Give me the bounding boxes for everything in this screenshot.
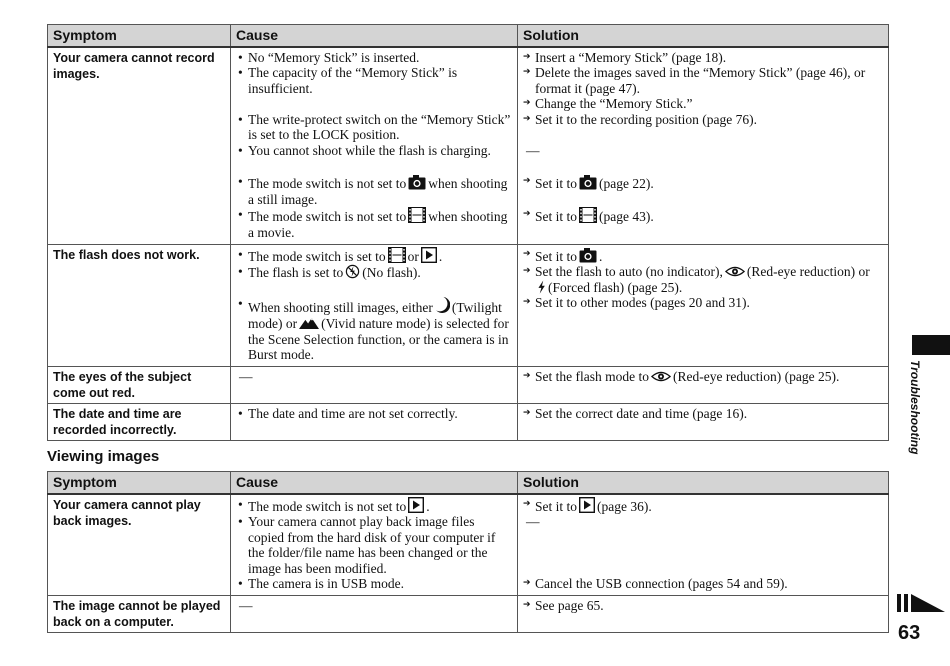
vivid-nature-mode-icon <box>299 317 319 330</box>
table-row <box>48 596 889 633</box>
movie-mode-icon <box>579 207 597 223</box>
table-header-row <box>48 472 889 494</box>
solution-item: — <box>526 143 540 159</box>
cause-item: • You cannot shoot while the flash is charging. <box>235 143 513 159</box>
solution-item: ➔ Insert a “Memory Stick” (page 18). <box>522 50 884 66</box>
solution-item: ➔ Set it to the recording position (page 76). <box>522 112 884 128</box>
twilight-mode-icon <box>435 296 450 314</box>
cause-cell <box>231 403 518 440</box>
cause-item: • The mode switch is not set to . <box>235 497 513 515</box>
symptom-cell: The eyes of the subject come out red. <box>48 366 231 403</box>
solution-item: ➔ Set it to (page 22). <box>522 174 884 192</box>
section-tab-marker <box>912 335 950 355</box>
solution-column-header: Solution <box>518 472 889 494</box>
symptom-cell: Your camera cannot play back images. <box>48 494 231 596</box>
symptom-cell: The flash does not work. <box>48 244 231 366</box>
solution-item: ➔ Set the flash to auto (no indicator), (Red-eye reduction) or (Forced flash) (page 25). <box>522 264 884 295</box>
viewing-troubleshooting-table <box>47 471 889 633</box>
solution-cell <box>518 47 889 245</box>
solution-column-header: Solution <box>518 25 889 47</box>
cause-item: • The write-protect switch on the “Memory Stick” is set to the LOCK position. <box>235 112 513 143</box>
solution-cell <box>518 366 889 403</box>
cause-item: • The mode switch is not set to when shooting a movie. <box>235 207 513 240</box>
page-number: 63 <box>898 622 921 644</box>
continued-arrow-icon <box>897 592 945 614</box>
table-row <box>48 244 889 366</box>
solution-cell <box>518 596 889 633</box>
symptom-cell: Your camera cannot record images. <box>48 47 231 245</box>
solution-cell <box>518 403 889 440</box>
table-row <box>48 403 889 440</box>
camera-mode-icon <box>408 174 426 190</box>
movie-mode-icon <box>388 247 406 263</box>
red-eye-reduction-icon <box>651 370 671 383</box>
no-flash-icon <box>345 264 360 279</box>
solution-item: ➔ Change the “Memory Stick.” <box>522 96 884 112</box>
cause-item: • The date and time are not set correctly. <box>235 406 513 422</box>
cause-column-header: Cause <box>231 472 518 494</box>
solution-item: ➔ Set the correct date and time (page 16). <box>522 406 884 422</box>
camera-mode-icon <box>579 174 597 190</box>
solution-item: ➔ Delete the images saved in the “Memory Stick” (page 46), or format it (page 47). <box>522 65 884 96</box>
cause-item: • The mode switch is not set to when shooting a still image. <box>235 174 513 207</box>
side-section-label: Troubleshooting <box>908 360 922 455</box>
cause-item: • Your camera cannot play back image files copied from the hard disk of your computer if the folder/file name has been changed or the image has been modified. <box>235 514 513 576</box>
table-header-row <box>48 25 889 47</box>
symptom-column-header: Symptom <box>48 25 231 47</box>
forced-flash-icon <box>537 280 546 294</box>
solution-cell <box>518 244 889 366</box>
solution-item: ➔ Set it to . <box>522 247 884 265</box>
cause-item: • The flash is set to (No flash). <box>235 264 513 281</box>
playback-icon <box>408 497 424 513</box>
solution-item: ➔ Set it to other modes (pages 20 and 31). <box>522 295 884 311</box>
recording-troubleshooting-table <box>47 24 889 441</box>
movie-mode-icon <box>408 207 426 223</box>
solution-cell <box>518 494 889 596</box>
cause-cell <box>231 494 518 596</box>
playback-icon <box>579 497 595 513</box>
cause-column-header: Cause <box>231 25 518 47</box>
symptom-column-header: Symptom <box>48 472 231 494</box>
table-row <box>48 47 889 245</box>
solution-item: ➔ Set the flash mode to (Red-eye reduction) (page 25). <box>522 369 884 385</box>
section-heading: Viewing images <box>47 448 160 465</box>
solution-item: — <box>526 514 540 530</box>
cause-cell <box>231 47 518 245</box>
cause-item: • The mode switch is set to or . <box>235 247 513 265</box>
solution-item: ➔ Set it to (page 43). <box>522 207 884 225</box>
solution-item: ➔ Set it to (page 36). <box>522 497 884 515</box>
cause-cell: — <box>231 596 518 633</box>
symptom-cell: The date and time are recorded incorrectly. <box>48 403 231 440</box>
cause-item: • The camera is in USB mode. <box>235 576 513 592</box>
cause-item: • No “Memory Stick” is inserted. <box>235 50 513 66</box>
playback-icon <box>421 247 437 263</box>
table-row <box>48 494 889 596</box>
cause-item: • When shooting still images, either (Twilight mode) or (Vivid nature mode) is selected for the Scene Selection function, or the camera is in Burst mode. <box>235 296 513 362</box>
table-row <box>48 366 889 403</box>
solution-item: ➔ Cancel the USB connection (pages 54 and 59). <box>522 576 884 592</box>
symptom-cell: The image cannot be played back on a computer. <box>48 596 231 633</box>
solution-item: ➔ See page 65. <box>522 598 884 614</box>
cause-cell <box>231 244 518 366</box>
cause-item: • The capacity of the “Memory Stick” is insufficient. <box>235 65 513 96</box>
cause-cell: — <box>231 366 518 403</box>
red-eye-reduction-icon <box>725 265 745 278</box>
camera-mode-icon <box>579 247 597 263</box>
